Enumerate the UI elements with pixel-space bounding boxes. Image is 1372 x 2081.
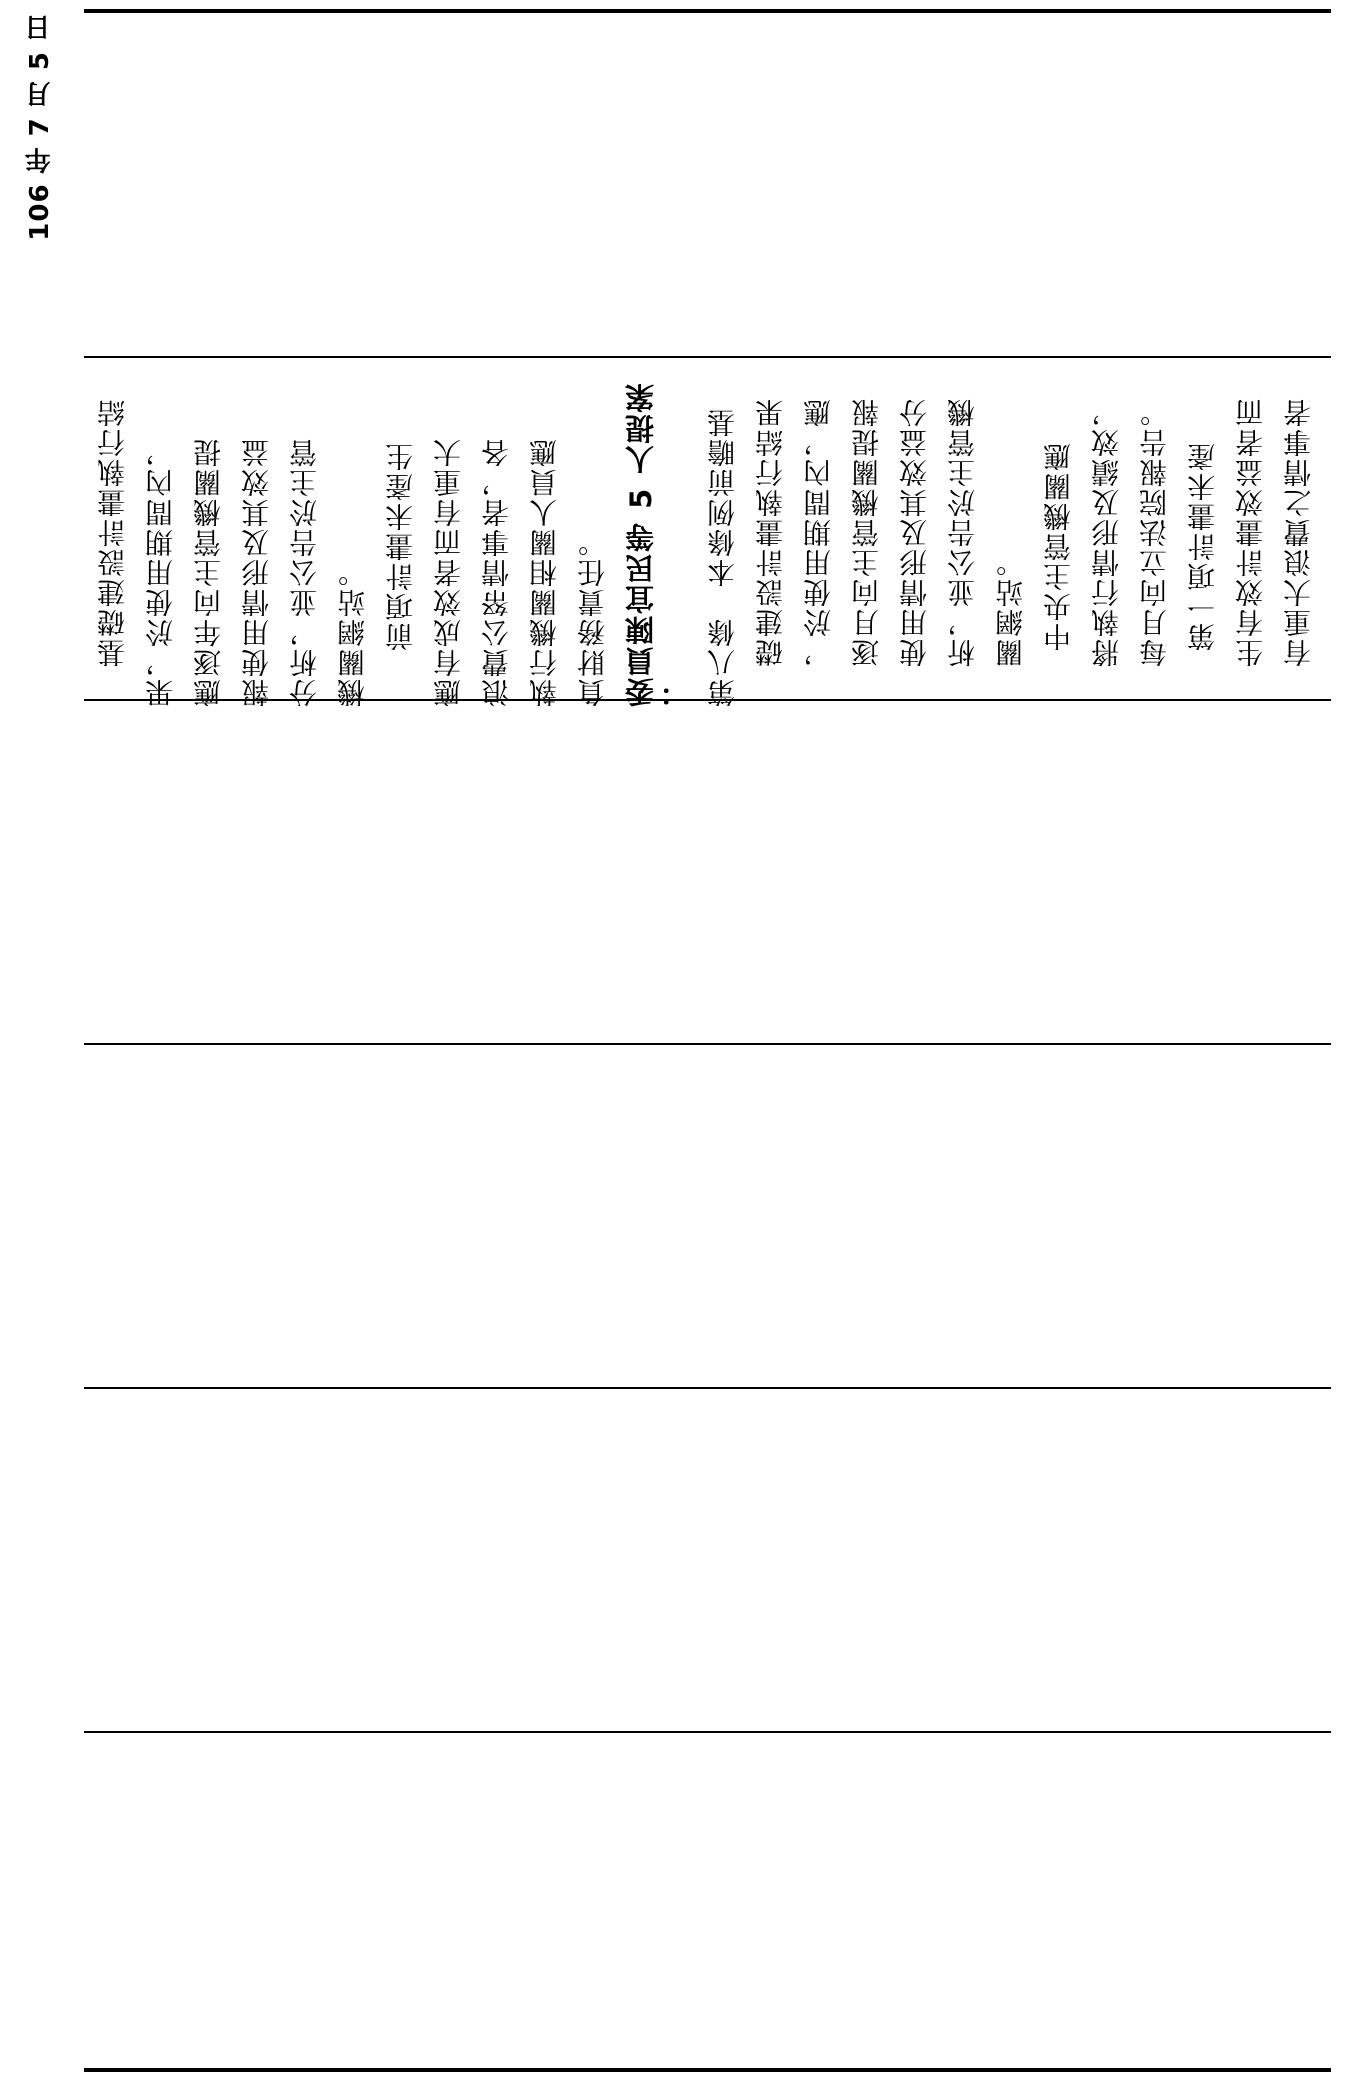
text-line: 有重大浪費之情事者 <box>1282 397 1315 667</box>
proposal-colon: ： <box>658 676 692 707</box>
text-line: 應逐年向主管機關提 <box>192 437 225 707</box>
text-line: 每月向立法院報告。 <box>1138 397 1171 667</box>
text-line: 浪費公帑情事者，各 <box>480 437 513 707</box>
text-line: 關網站。 <box>994 547 1027 667</box>
bottom-rule <box>84 2068 1331 2072</box>
text-line: 分析，並公告於主管 <box>288 437 321 707</box>
text-line: 析，並公告於主管機 <box>946 397 979 667</box>
text-line: ，於使用期間內，應 <box>802 397 835 667</box>
table-row-divider <box>84 1731 1331 1733</box>
comparison-text-cell <box>96 362 1328 707</box>
text-line: 報使用情形及其效益 <box>240 437 273 707</box>
table-row-divider <box>84 1043 1331 1045</box>
text-line: 果，於使用期間內， <box>144 437 177 707</box>
text-line: 將執行情形及績效， <box>1090 397 1123 667</box>
table-row-divider <box>84 1387 1331 1389</box>
text-line: 應有成效者而有重大 <box>432 437 465 707</box>
text-line: 逐月向主管機關提報 <box>850 397 883 667</box>
text-line: 第一項計畫未產 <box>1186 441 1219 651</box>
top-rule <box>84 9 1331 13</box>
table-row-divider <box>84 356 1331 358</box>
text-line: 使用情形及其效益分 <box>898 397 931 667</box>
proposal-heading: 委員陳宜民等 5 人提案 <box>624 381 658 707</box>
text-line: 執行機關相關人員應 <box>528 437 561 707</box>
text-line: 機關網站。 <box>336 557 369 707</box>
text-line: 基礎建設計畫執行結 <box>96 397 129 667</box>
text-line: 生有效計畫效益者而 <box>1234 397 1267 667</box>
text-line: 中央主管機關應 <box>1042 441 1075 651</box>
text-line: 負財務責任。 <box>576 527 609 707</box>
text-line: 第八條 本條例前瞻基 <box>706 407 739 707</box>
text-line: 礎建設計畫執行結果 <box>754 397 787 667</box>
text-line: 前項計畫未產生 <box>384 441 417 651</box>
page-date: 106 年 7 月 5 日 <box>25 14 55 241</box>
